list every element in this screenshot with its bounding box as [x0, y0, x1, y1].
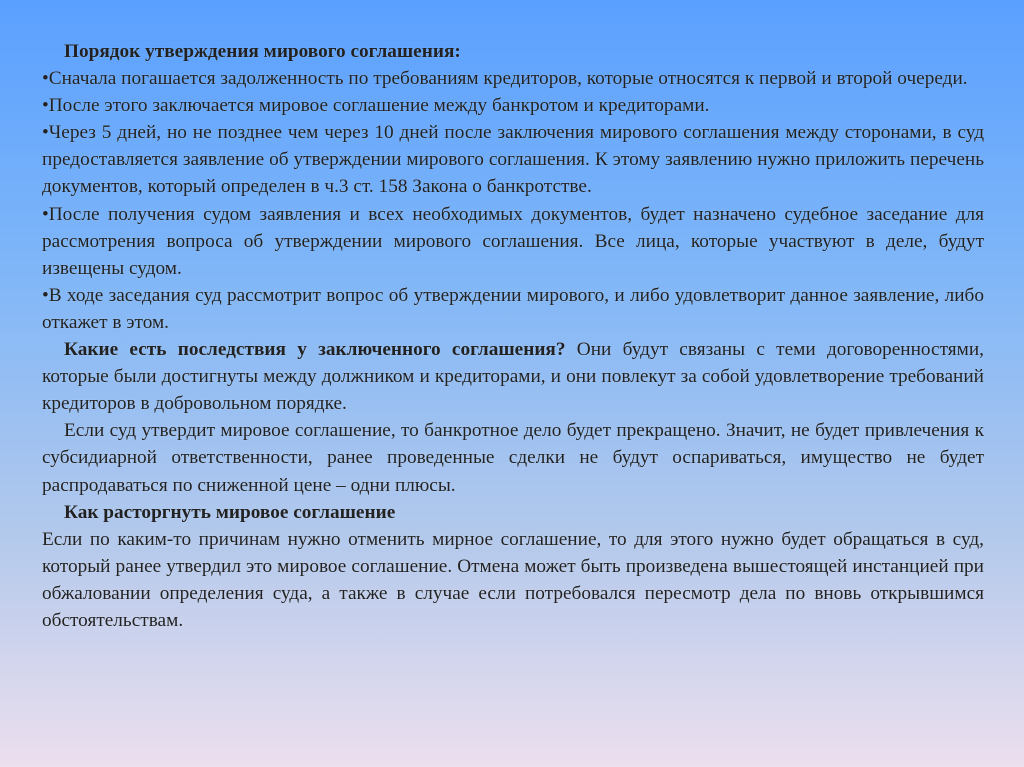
- bullet-item: •После этого заключается мировое соглашение между банкротом и кредиторами.: [42, 95, 710, 117]
- consequences-paragraph: [42, 336, 984, 417]
- consequences-question: Какие есть последствия у заключенного соглашения?: [64, 339, 566, 361]
- court-approval-paragraph: Если суд утвердит мировое соглашение, то банкротное дело будет прекращено. Значит, не будет привлечения к субсидиарной ответственности, ранее проведенные сделки не будут оспариваться, имущество не будет распродаваться по сниженной цене – одни плюсы.: [42, 420, 984, 496]
- bullet-item: •Через 5 дней, но не позднее чем через 10 дней после заключения мирового соглашения между сторонами, в суд предоставляется заявление об утверждении мирового соглашения. К этому заявлению нужно приложить перечень документов, который определен в ч.3 ст. 158 Закона о банкротстве.: [42, 122, 984, 198]
- section-heading-termination: Как расторгнуть мировое соглашение: [64, 501, 396, 523]
- slide-content: [42, 38, 984, 634]
- termination-paragraph: Если по каким-то причинам нужно отменить мирное соглашение, то для этого нужно будет обращаться в суд, который ранее утвердил это мировое соглашение. Отмена может быть произведена вышестоящей инстанцией при обжаловании определения суда, а также в случае если потребовался пересмотр дела по вновь открывшимся обстоятельствам.: [42, 528, 984, 631]
- bullet-item: •После получения судом заявления и всех необходимых документов, будет назначено судебное заседание для рассмотрения вопроса об утверждении мирового соглашения. Все лица, которые участвуют в деле, будут извещены судом.: [42, 203, 984, 279]
- consequences-answer: Они будут связаны с теми договоренностями, которые были достигнуты между должником и кредиторами, и они повлекут за собой удовлетворение требований кредиторов в добровольном порядке.: [42, 339, 984, 415]
- bullet-item: •Сначала погашается задолженность по требованиям кредиторов, которые относятся к первой и второй очереди.: [42, 68, 968, 90]
- bullet-item: •В ходе заседания суд рассмотрит вопрос об утверждении мирового, и либо удовлетворит данное заявление, либо откажет в этом.: [42, 284, 984, 333]
- section-heading-approval: Порядок утверждения мирового соглашения:: [64, 41, 461, 62]
